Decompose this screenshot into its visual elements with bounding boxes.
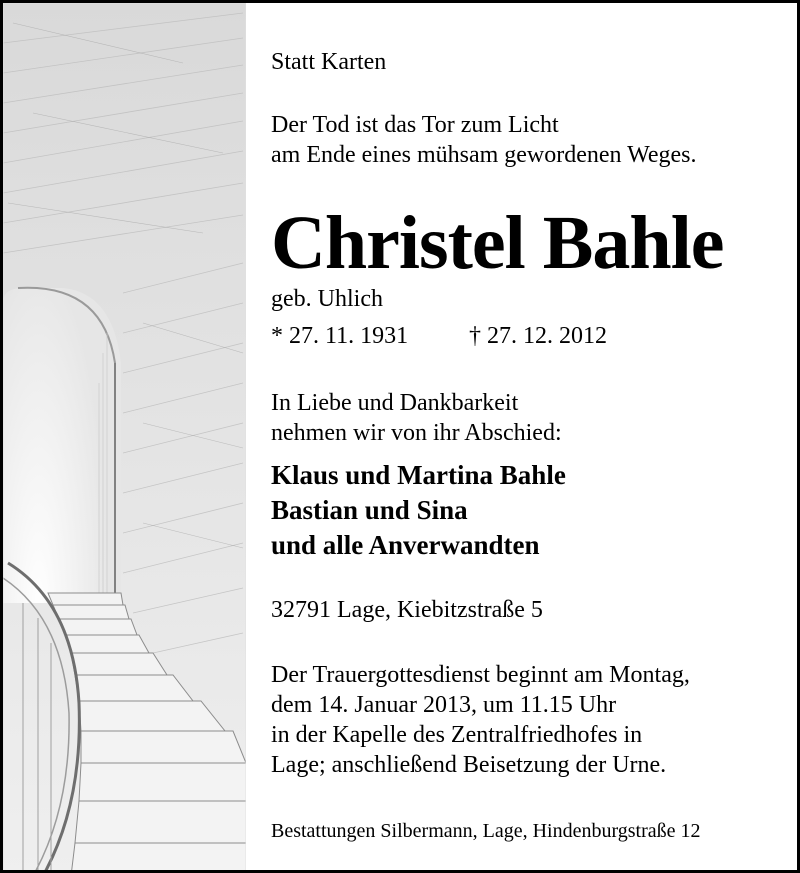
service-line-2: dem 14. Januar 2013, um 11.15 Uhr (271, 692, 617, 718)
mourner-line-1: Klaus und Martina Bahle (271, 460, 566, 490)
service-line-1: Der Trauergottesdienst beginnt am Montag, (271, 662, 690, 688)
verse-line-1: Der Tod ist das Tor zum Licht (271, 112, 559, 138)
service-line-3: in der Kapelle des Zentralfriedhofes in (271, 722, 643, 748)
heading: Statt Karten (271, 49, 387, 75)
farewell-line-2: nehmen wir von ihr Abschied: (271, 420, 562, 446)
deceased-name: Christel Bahle (271, 201, 724, 285)
staircase-illustration (3, 3, 246, 873)
death-date: † 27. 12. 2012 (469, 323, 607, 349)
birth-date: * 27. 11. 1931 (271, 323, 409, 349)
funeral-home: Bestattungen Silbermann, Lage, Hindenburgstraße 12 (271, 820, 701, 842)
farewell-line-1: In Liebe und Dankbarkeit (271, 390, 519, 416)
verse-line-2: am Ende eines mühsam gewordenen Weges. (271, 142, 697, 168)
service-line-4: Lage; anschließend Beisetzung der Urne. (271, 752, 667, 778)
mourner-line-3: und alle Anverwandten (271, 530, 540, 560)
mourner-line-2: Bastian und Sina (271, 495, 468, 525)
family-address: 32791 Lage, Kiebitzstraße 5 (271, 597, 543, 623)
maiden-name: geb. Uhlich (271, 286, 383, 312)
staircase-to-light-drawing (3, 3, 246, 873)
